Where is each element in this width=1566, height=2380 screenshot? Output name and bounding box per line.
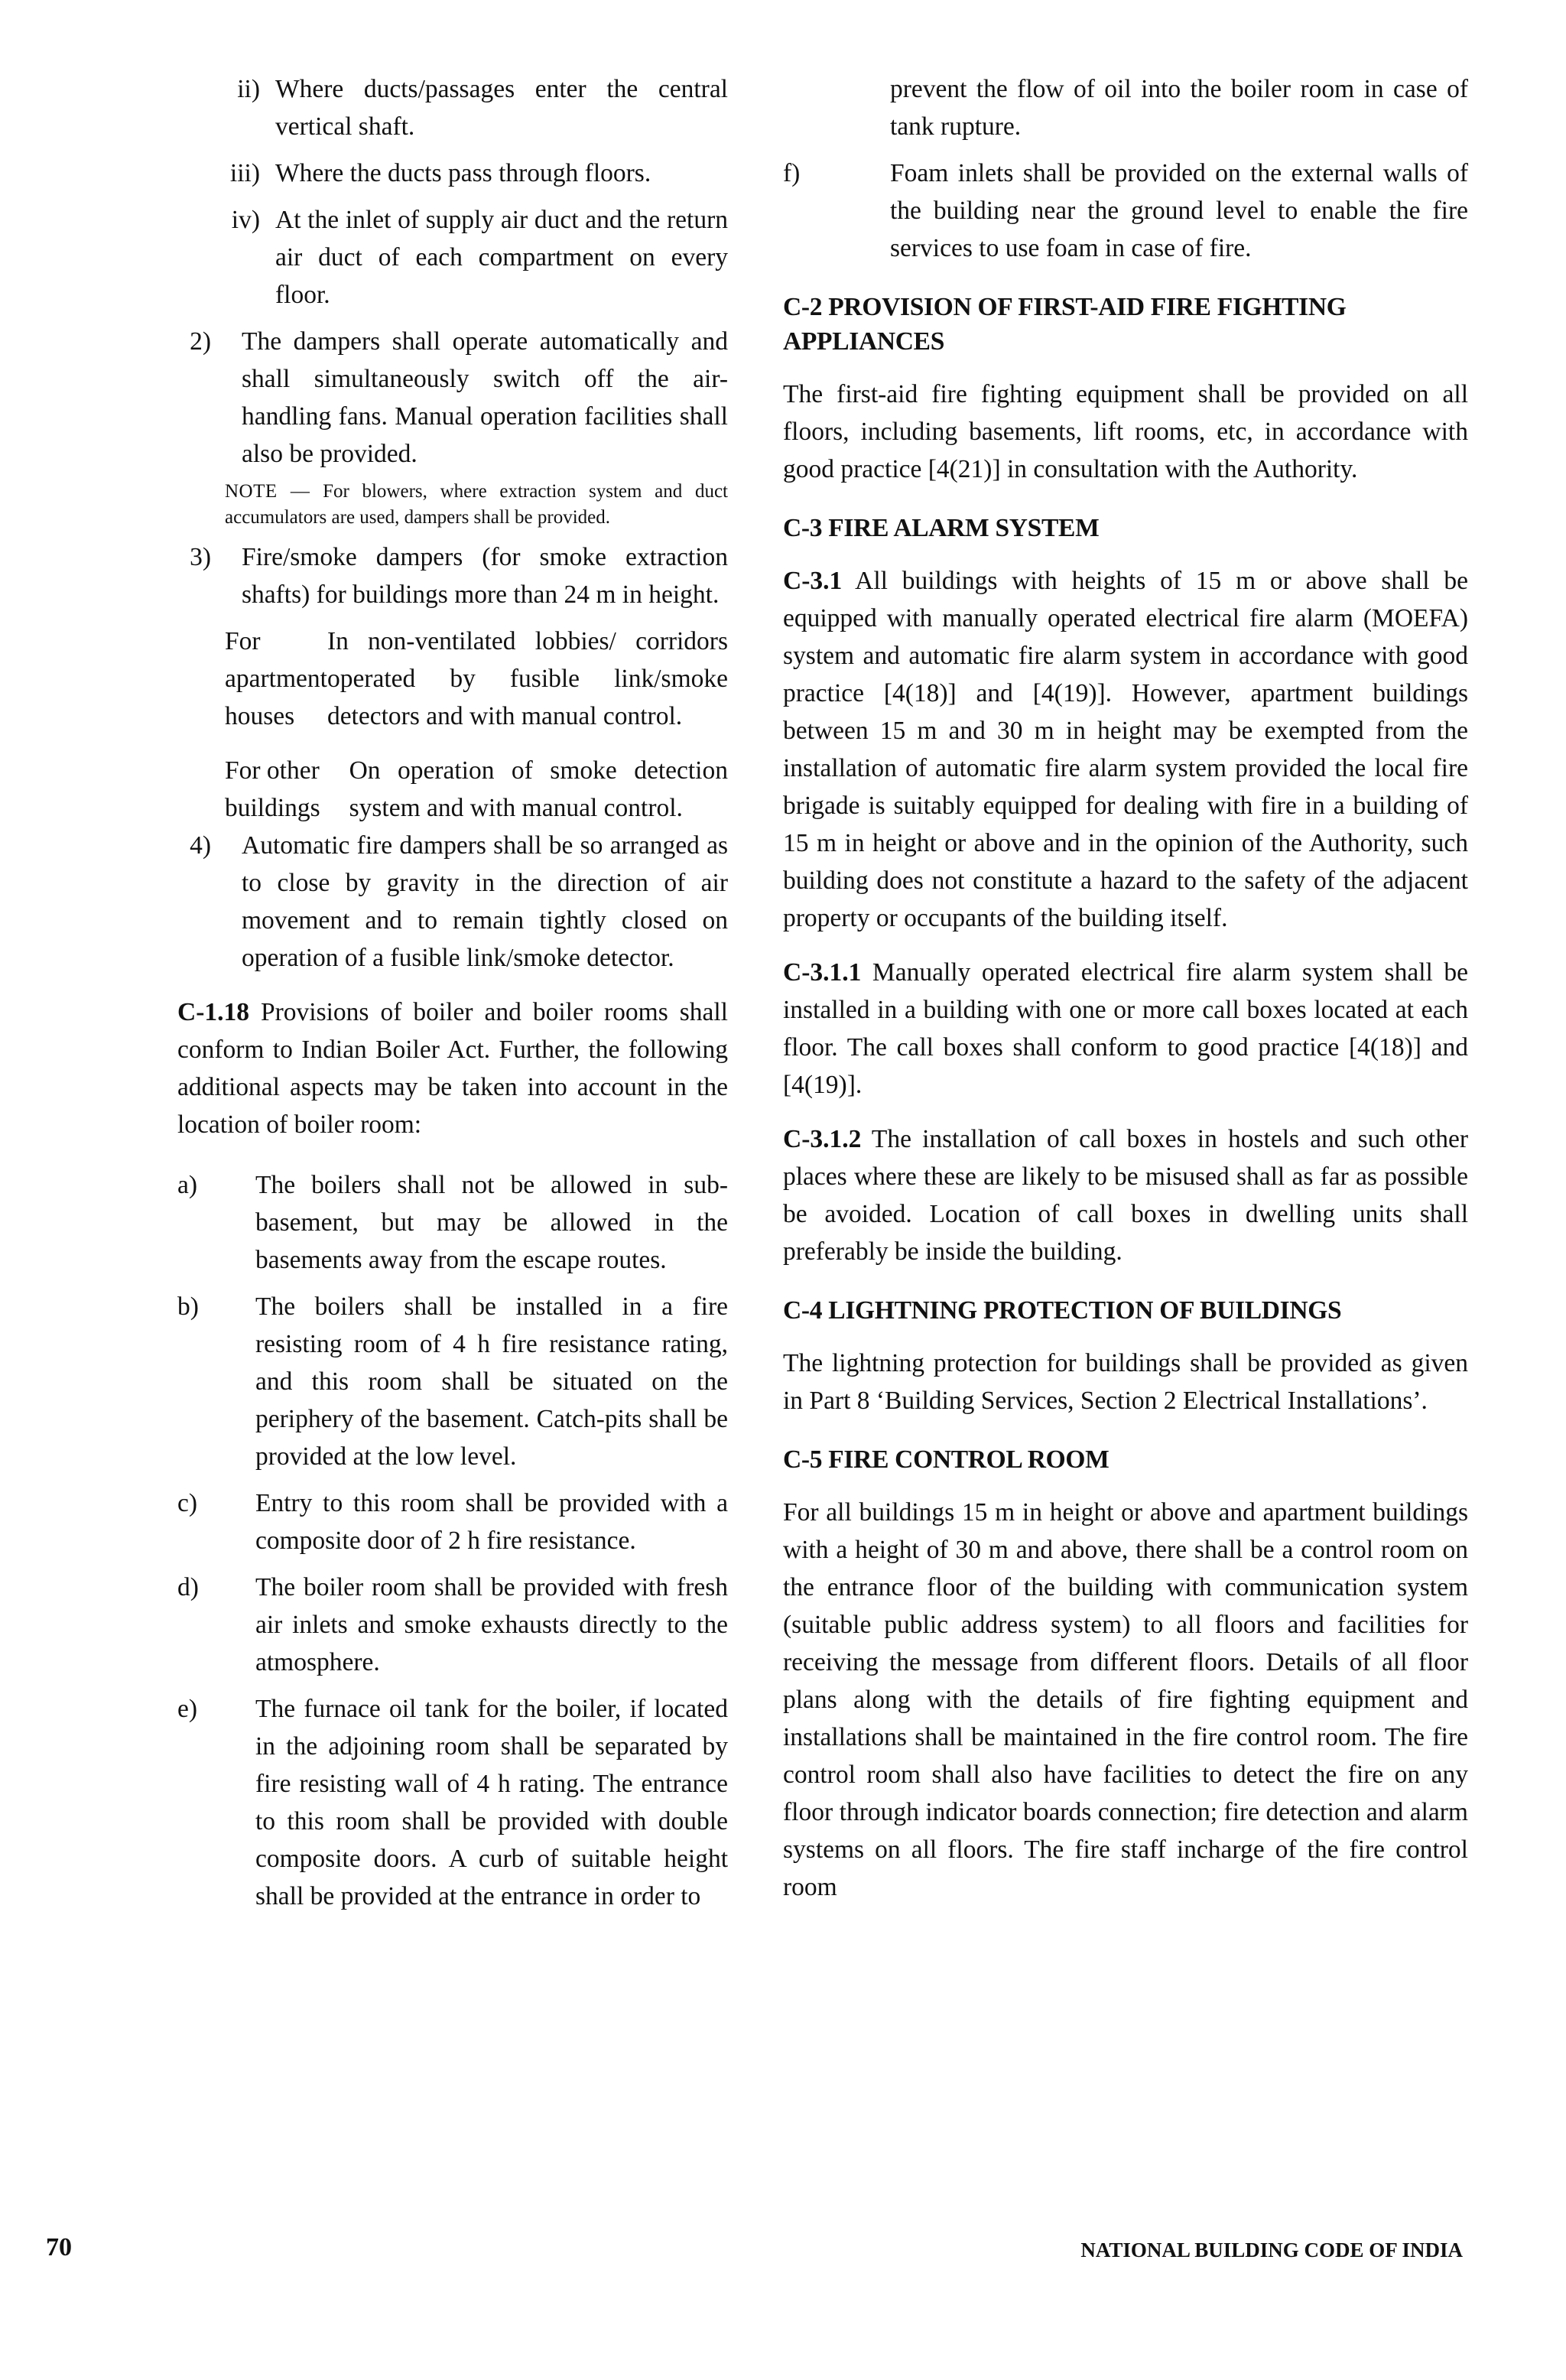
left-column: [177, 70, 728, 1915]
section-text: The lightning protection for buildings shall be provided as given in Part 8 ‘Building Services, Section 2 Electrical Installations’.: [783, 1349, 1468, 1415]
section-heading: C-5 FIRE CONTROL ROOM: [783, 1445, 1110, 1474]
section-text: The first-aid fire fighting equipment shall be provided on all floors, including basements, lift rooms, etc, in accordance with good practice [4(21)] in consultation with the Authority.: [783, 380, 1468, 483]
item-text: Fire/smoke dampers (for smoke extraction shafts) for buildings more than 24 m in height.: [242, 543, 728, 609]
item-text: Automatic fire dampers shall be so arranged as to close by gravity in the direction of air movement and to remain tightly closed on operation of a fusible link/smoke detector.: [242, 831, 728, 972]
clause-label: C-3.1.1: [783, 958, 862, 987]
damper-table-row: [225, 752, 728, 827]
note: [225, 479, 728, 531]
clause-c-3-1: [783, 562, 1468, 937]
list-item: [177, 1288, 728, 1475]
item-number: ii): [237, 75, 260, 103]
clause-text: All buildings with heights of 15 m or above shall be equipped with manually operated electrical fire alarm (MOEFA) system and automatic fire alarm system in accordance with good practice [4(18)] and [4(19)]. However, apartment buildings between 15 m and 30 m in height may be exempted from the installation of automatic fire alarm system provided the local fire brigade is suitably equipped for dealing with fire in a building of 15 m in height or above and in the opinion of the Authority, such building does not constitute a hazard to the safety of the adjacent property or occupants of the building itself.: [783, 567, 1469, 932]
list-item: [177, 70, 728, 145]
item-number: a): [177, 1171, 198, 1199]
list-item: [177, 827, 728, 977]
item-text: The boilers shall be installed in a fire resisting room of 4 h fire resistance rating, and this room shall be situated on the periphery of the basement. Catch-pits shall be provided at the low level.: [255, 1292, 728, 1471]
item-text: Where the ducts pass through floors.: [275, 159, 651, 187]
item-number: 4): [190, 831, 211, 860]
section-heading: C-3 FIRE ALARM SYSTEM: [783, 514, 1100, 542]
clause-label: C-1.18: [177, 998, 249, 1026]
clause-c-3-1-2: [783, 1120, 1468, 1270]
clause-c-1-18: [177, 993, 728, 1143]
list-item: [177, 1690, 728, 1915]
clause-label: C-3.1: [783, 567, 843, 595]
item-text: The furnace oil tank for the boiler, if located in the adjoining room shall be separated by fire resisting wall of 4 h rating. The entrance to this room shall be provided with double composite doors. A curb of suitable height shall be provided at the entrance in order to: [255, 1695, 728, 1910]
item-text: The boiler room shall be provided with fresh air inlets and smoke exhausts directly to the atmosphere.: [255, 1573, 728, 1676]
item-text: The boilers shall not be allowed in sub-basement, but may be allowed in the basements away from the escape routes.: [255, 1171, 728, 1274]
damper-table-row: [225, 623, 728, 735]
section-heading: C-2 PROVISION OF FIRST-AID FIRE FIGHTING APPLIANCES: [783, 293, 1347, 356]
item-number: c): [177, 1489, 198, 1517]
item-text: Foam inlets shall be provided on the external walls of the building near the ground level to enable the fire services to use foam in case of fire.: [890, 159, 1468, 262]
damper-condition: On operation of smoke detection system and with manual control.: [349, 756, 728, 822]
list-item: [177, 538, 728, 613]
clause-text: Provisions of boiler and boiler rooms shall conform to Indian Boiler Act. Further, the following additional aspects may be taken into account in the location of boiler room:: [177, 998, 728, 1139]
clause-c-3-1-1: [783, 954, 1468, 1104]
item-number: e): [177, 1695, 198, 1723]
item-text: Where ducts/passages enter the central vertical shaft.: [275, 75, 728, 141]
list-item: [177, 1569, 728, 1681]
section-heading: C-4 LIGHTNING PROTECTION OF BUILDINGS: [783, 1296, 1342, 1325]
item-text: The dampers shall operate automatically and shall simultaneously switch off the air-handling fans. Manual operation facilities shall also be provided.: [242, 327, 728, 468]
list-item: [177, 1484, 728, 1559]
item-text: prevent the flow of oil into the boiler room in case of tank rupture.: [890, 75, 1468, 141]
item-number: f): [783, 159, 801, 187]
clause-label: C-3.1.2: [783, 1125, 862, 1153]
clause-text: Manually operated electrical fire alarm system shall be installed in a building with one or more call boxes located at each floor. The call boxes shall conform to good practice [4(18)] and [4(19)].: [783, 958, 1468, 1099]
note-label: NOTE —: [225, 481, 310, 502]
clause-text: The installation of call boxes in hostels and such other places where these are likely to be misused shall as far as possible be avoided. Location of call boxes in dwelling units shall preferably be inside the building.: [783, 1125, 1468, 1266]
section-text: For all buildings 15 m in height or above and apartment buildings with a height of 30 m and above, there shall be a control room on the entrance floor of the building with communication system (suitable public address system) to all floors and facilities for receiving the message from different floors. Details of all floor plans along with the details of fire fighting equipment and installations shall be maintained in the fire control room. The fire control room shall also have facilities to detect the fire on any floor through indicator boards connection; fire detection and alarm systems on all floors. The fire staff incharge of the fire control room: [783, 1498, 1468, 1901]
page-number: 70: [46, 2233, 72, 2261]
item-number: 3): [190, 543, 211, 571]
right-column: [783, 70, 1468, 1906]
item-text: Entry to this room shall be provided with a composite door of 2 h fire resistance.: [255, 1489, 728, 1555]
list-item: [177, 1166, 728, 1279]
item-text: At the inlet of supply air duct and the return air duct of each compartment on every floor.: [275, 206, 728, 309]
note-text: For blowers, where extraction system and duct accumulators are used, dampers shall be provided.: [225, 481, 728, 528]
building-type: For other buildings: [225, 756, 320, 822]
item-number: d): [177, 1573, 199, 1601]
running-footer-title: NATIONAL BUILDING CODE OF INDIA: [1080, 2239, 1463, 2261]
list-item-continuation: [783, 70, 1468, 145]
list-item: [177, 201, 728, 314]
item-number: iv): [231, 206, 260, 234]
damper-condition: In non-ventilated lobbies/ corridors operated by fusible link/smoke detectors and with manual control.: [327, 627, 728, 730]
list-item: [783, 154, 1468, 267]
item-number: iii): [229, 159, 260, 187]
list-item: [177, 323, 728, 473]
list-item: [177, 154, 728, 192]
building-type: For apartment houses: [225, 627, 327, 730]
item-number: b): [177, 1292, 199, 1321]
item-number: 2): [190, 327, 211, 356]
